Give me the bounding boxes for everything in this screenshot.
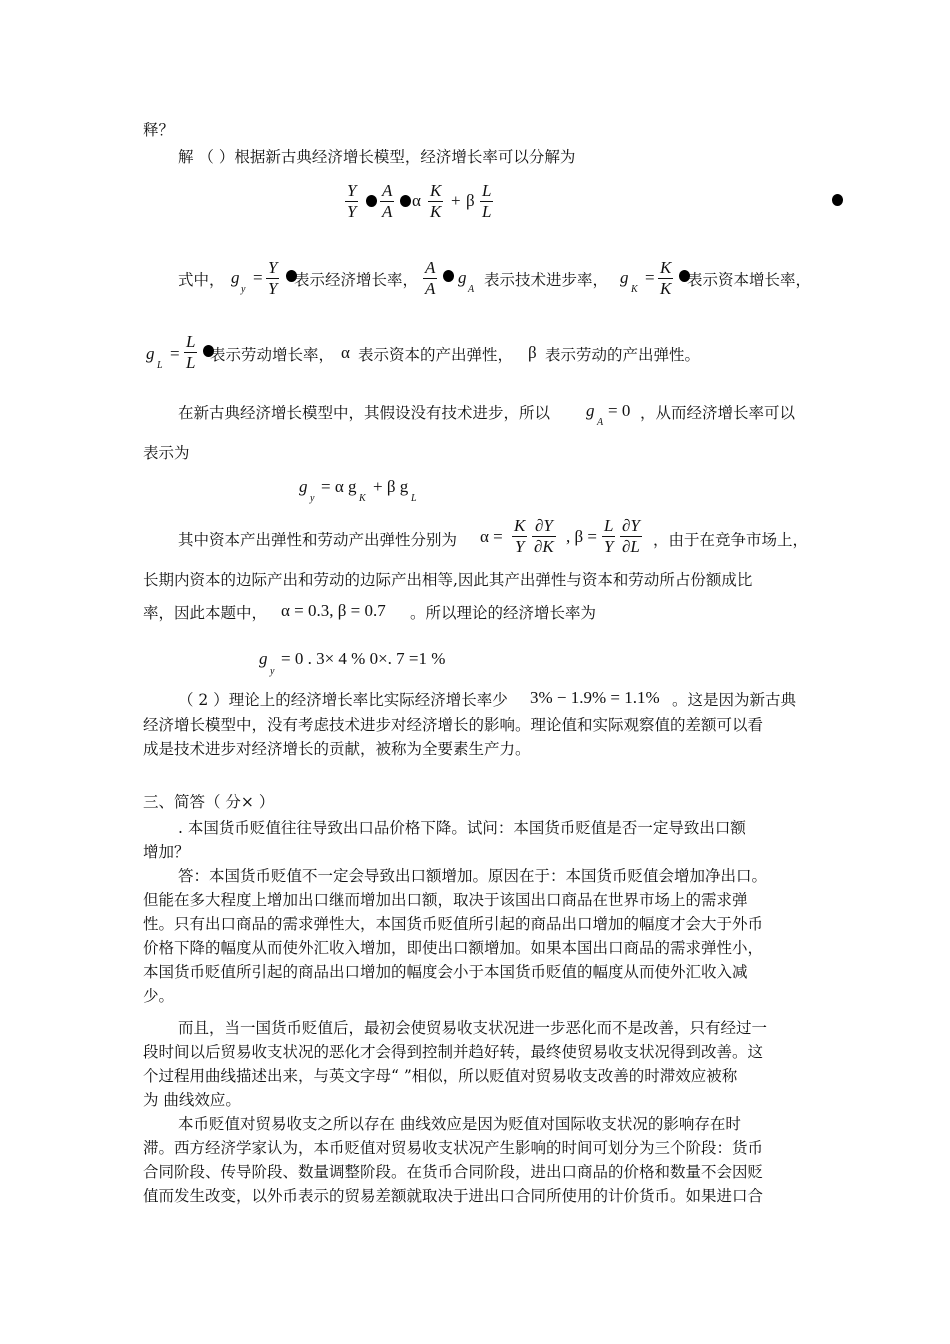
- question-text: 增加？: [143, 843, 190, 861]
- answer-line: 但能在多大程度上增加出口继而增加出口额，取决于该国出口商品在世界市场上的需求弹: [143, 891, 748, 909]
- alpha-symbol: α =: [480, 527, 503, 546]
- sub-y: y: [270, 666, 275, 677]
- answer-line: 而且，当一国货币贬值后，最初会使贸易收支状况进一步恶化而不是改善，只有经过一: [178, 1019, 768, 1037]
- question-text: . 本国货币贬值往往导致出口品价格下降。试问：本国货币贬值是否一定导致出口额: [178, 819, 746, 837]
- plus-sign: +: [451, 191, 461, 210]
- answer-line: 性。只有出口商品的需求弹性大，本国货币贬值所引起的商品出口增加的幅度才会大于外币: [143, 915, 764, 933]
- ga-zero: = 0: [608, 401, 631, 420]
- text-line: ，由于在竞争市场上，: [653, 531, 809, 549]
- answer-line: 本国货币贬值所引起的商品出口增加的幅度会小于本国货币贬值的幅度从而使外汇收入减: [143, 963, 748, 981]
- missing-glyph-dot: [832, 194, 843, 206]
- gk-desc: 表示资本增长率，: [687, 271, 812, 289]
- beta-symbol: β: [466, 191, 475, 210]
- eq2-part2: + β g: [373, 477, 409, 496]
- answer-line: 滞。西方经济学家认为，本币贬值对贸易收支状况产生影响的时间可划分为三个阶段：货币: [143, 1139, 764, 1157]
- sub-y: y: [241, 284, 246, 295]
- section-heading: 三、简答（ 分× ）: [143, 793, 275, 811]
- answer-line: 本币贬值对贸易收支之所以存在 曲线效应是因为贬值对国际收支状况的影响存在时: [178, 1115, 741, 1133]
- beta-desc: 表示劳动的产出弹性。: [545, 346, 701, 364]
- difference-calc: 3% − 1.9% = 1.1%: [530, 688, 660, 707]
- where-prefix: 式中，: [178, 271, 225, 289]
- gl-desc: 表示劳动增长率，: [210, 346, 335, 364]
- text-line: （ 2 ）理论上的经济增长率比实际经济增长率少: [178, 691, 508, 709]
- fraction-k: $\frac{K}{K}$: [660, 258, 672, 298]
- fraction-k-y: $\frac{K}{Y}$: [514, 516, 526, 556]
- answer-line: 个过程用曲线描述出来，与英文字母“ ”相似，所以贬值对贸易收支改善的时滞效应被称: [143, 1067, 738, 1085]
- eq2-part1: = α g: [321, 477, 357, 496]
- answer-line: 段时间以后贸易收支状况的恶化才会得到控制并趋好转，最终使贸易收支状况得到改善。这: [143, 1043, 764, 1061]
- sub-a: A: [468, 284, 475, 295]
- beta-symbol: β: [528, 343, 537, 362]
- sub-a: A: [597, 417, 604, 428]
- equals: =: [645, 268, 655, 287]
- answer-line: 为 曲线效应。: [143, 1091, 241, 1109]
- text-line: 。所以理论的经济增长率为: [410, 604, 597, 622]
- fraction-dy-dk: $\frac{\partial Y}{\partial K}$: [534, 516, 554, 556]
- fraction-k: $\frac{K}{K}$: [430, 181, 442, 221]
- var-g: g: [299, 477, 308, 496]
- answer-line: 答：本国货币贬值不一定会导致出口额增加。原因在于：本国货币贬值会增加净出口。: [178, 867, 768, 885]
- equals: =: [170, 344, 180, 363]
- fraction-a: $\frac{A}{A}$: [382, 181, 393, 221]
- sub-k: K: [631, 284, 638, 295]
- text-line: 释？: [143, 121, 175, 139]
- answer-line: 合同阶段、传导阶段、数量调整阶段。在货币合同阶段，进出口商品的价格和数量不会因贬: [143, 1163, 764, 1181]
- answer-line: 值而发生改变，以外币表示的贸易差额就取决于进出口合同所使用的计价货币。如果进口合: [143, 1187, 764, 1205]
- text-line: 率，因此本题中，: [143, 604, 268, 622]
- sub-l: L: [157, 360, 163, 371]
- text-line: 经济增长模型中，没有考虑技术进步对经济增长的影响。理论值和实际观察值的差额可以看: [143, 716, 764, 734]
- text-line: 其中资本产出弹性和劳动产出弹性分别为: [178, 531, 458, 549]
- beta-symbol: , β =: [566, 527, 597, 546]
- var-g: g: [586, 401, 595, 420]
- var-g: g: [620, 268, 629, 287]
- fraction-l-y: $\frac{L}{Y}$: [604, 516, 614, 556]
- missing-glyph-dot: [400, 195, 411, 207]
- text-line: ，从而经济增长率可以: [640, 404, 796, 422]
- fraction-l: $\frac{L}{L}$: [186, 332, 196, 372]
- alpha-symbol: α: [412, 191, 421, 210]
- fraction-a: $\frac{A}{A}$: [425, 258, 436, 298]
- fraction-l: $\frac{L}{L}$: [482, 181, 492, 221]
- missing-glyph-dot: [366, 195, 377, 207]
- var-g: g: [146, 344, 155, 363]
- sub-y: y: [310, 493, 315, 504]
- growth-calc: = 0 . 3× 4 % 0×. 7 =1 %: [281, 649, 446, 668]
- alpha-symbol: α: [341, 343, 350, 362]
- fraction-dy-dl: $\frac{\partial Y}{\partial L}$: [622, 516, 640, 556]
- text-line: 在新古典经济增长模型中，其假设没有技术进步，所以: [178, 404, 551, 422]
- text-line: 成是技术进步对经济增长的贡献，被称为全要素生产力。: [143, 740, 531, 758]
- answer-line: 少。: [143, 987, 175, 1005]
- alpha-desc: 表示资本的产出弹性，: [358, 346, 514, 364]
- missing-glyph-dot: [443, 270, 454, 282]
- gy-desc: 表示经济增长率，: [294, 271, 419, 289]
- answer-line: 价格下降的幅度从而使外汇收入增加，即使出口额增加。如果本国出口商品的需求弹性小，: [143, 939, 764, 957]
- alpha-beta-values: α = 0.3, β = 0.7: [281, 601, 386, 620]
- var-g: g: [458, 268, 467, 287]
- fraction-y: $\frac{Y}{Y}$: [347, 181, 357, 221]
- equals: =: [253, 268, 263, 287]
- text-line: 长期内资本的边际产出和劳动的边际产出相等,因此其产出弹性与资本和劳动所占份额成比: [143, 571, 753, 589]
- var-g: g: [259, 649, 268, 668]
- text-line: 解 （ ）根据新古典经济增长模型，经济增长率可以分解为: [178, 148, 576, 166]
- text-line: 。这是因为新古典: [672, 691, 797, 709]
- sub-l: L: [411, 493, 417, 504]
- ga-desc: 表示技术进步率，: [484, 271, 609, 289]
- fraction-y: $\frac{Y}{Y}$: [268, 258, 278, 298]
- var-g: g: [231, 268, 240, 287]
- text-line: 表示为: [143, 444, 190, 462]
- sub-k: K: [359, 493, 366, 504]
